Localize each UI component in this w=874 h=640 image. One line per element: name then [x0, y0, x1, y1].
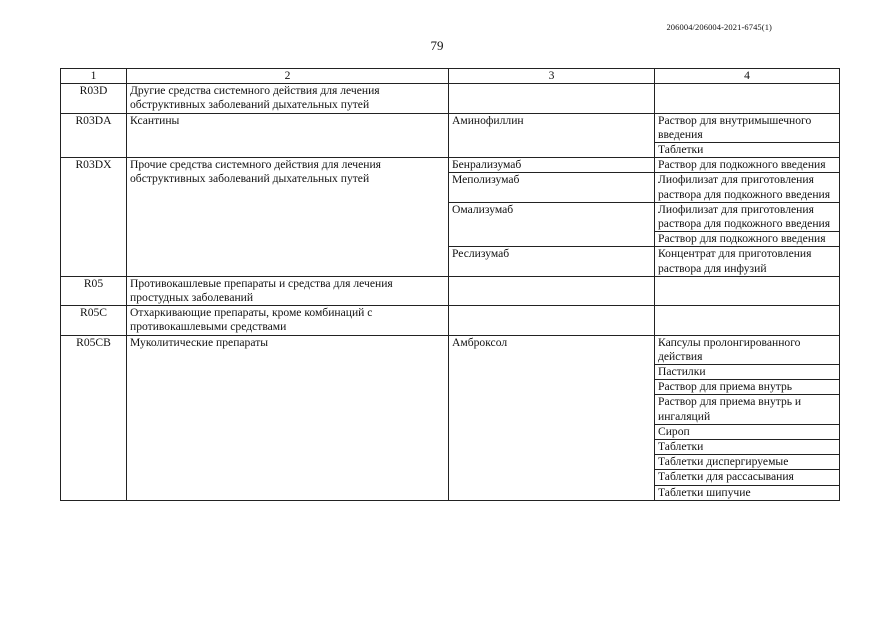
dosage-form-cell: Сироп [655, 424, 840, 439]
atc-group-cell: Муколитические препараты [127, 335, 449, 500]
dosage-form-cell: Раствор для внутримышечного введения [655, 113, 840, 142]
dosage-form-cell: Таблетки для рассасывания [655, 470, 840, 485]
dosage-form-cell [655, 306, 840, 335]
dosage-form-cell [655, 276, 840, 305]
table-row [61, 276, 840, 305]
table-header-row [61, 69, 840, 84]
column-header-3: 3 [449, 69, 655, 84]
atc-code-cell: R05 [61, 276, 127, 305]
dosage-form-cell: Капсулы пролонгированного действия [655, 335, 840, 364]
column-header-2: 2 [127, 69, 449, 84]
table-row [61, 306, 840, 335]
table-row [61, 84, 840, 113]
drug-name-cell [449, 276, 655, 305]
atc-group-cell: Отхаркивающие препараты, кроме комбинаций с противокашлевыми средствами [127, 306, 449, 335]
drug-table-body [61, 69, 840, 501]
dosage-form-cell: Раствор для приема внутрь и ингаляций [655, 395, 840, 424]
dosage-form-cell: Пастилки [655, 365, 840, 380]
dosage-form-cell: Раствор для приема внутрь [655, 380, 840, 395]
drug-name-cell: Омализумаб [449, 202, 655, 247]
table-row [61, 113, 840, 142]
table-row [61, 158, 840, 173]
atc-code-cell: R05C [61, 306, 127, 335]
drug-name-cell: Аминофиллин [449, 113, 655, 158]
dosage-form-cell: Таблетки шипучие [655, 485, 840, 500]
atc-code-cell: R03D [61, 84, 127, 113]
dosage-form-cell: Таблетки [655, 143, 840, 158]
atc-code-cell: R03DA [61, 113, 127, 158]
table-row [61, 335, 840, 364]
drug-name-cell: Меполизумаб [449, 173, 655, 202]
document-id: 206004/206004-2021-6745(1) [666, 22, 772, 32]
atc-group-cell: Ксантины [127, 113, 449, 158]
drug-name-cell: Реслизумаб [449, 247, 655, 276]
dosage-form-cell: Лиофилизат для приготовления раствора для подкожного введения [655, 202, 840, 231]
atc-group-cell: Прочие средства системного действия для лечения обструктивных заболеваний дыхательных путей [127, 158, 449, 277]
page-number: 79 [430, 38, 444, 53]
atc-group-cell: Противокашлевые препараты и средства для лечения простудных заболеваний [127, 276, 449, 305]
dosage-form-cell: Раствор для подкожного введения [655, 158, 840, 173]
column-header-4: 4 [655, 69, 840, 84]
column-header-1: 1 [61, 69, 127, 84]
atc-code-cell: R03DX [61, 158, 127, 277]
drug-name-cell: Амброксол [449, 335, 655, 500]
dosage-form-cell [655, 84, 840, 113]
drug-table [60, 68, 840, 501]
dosage-form-cell: Раствор для подкожного введения [655, 232, 840, 247]
drug-name-cell [449, 84, 655, 113]
dosage-form-cell: Лиофилизат для приготовления раствора для подкожного введения [655, 173, 840, 202]
atc-code-cell: R05CB [61, 335, 127, 500]
dosage-form-cell: Концентрат для приготовления раствора для инфузий [655, 247, 840, 276]
dosage-form-cell: Таблетки [655, 440, 840, 455]
drug-name-cell: Бенрализумаб [449, 158, 655, 173]
dosage-form-cell: Таблетки диспергируемые [655, 455, 840, 470]
atc-group-cell: Другие средства системного действия для лечения обструктивных заболеваний дыхательных путей [127, 84, 449, 113]
drug-name-cell [449, 306, 655, 335]
